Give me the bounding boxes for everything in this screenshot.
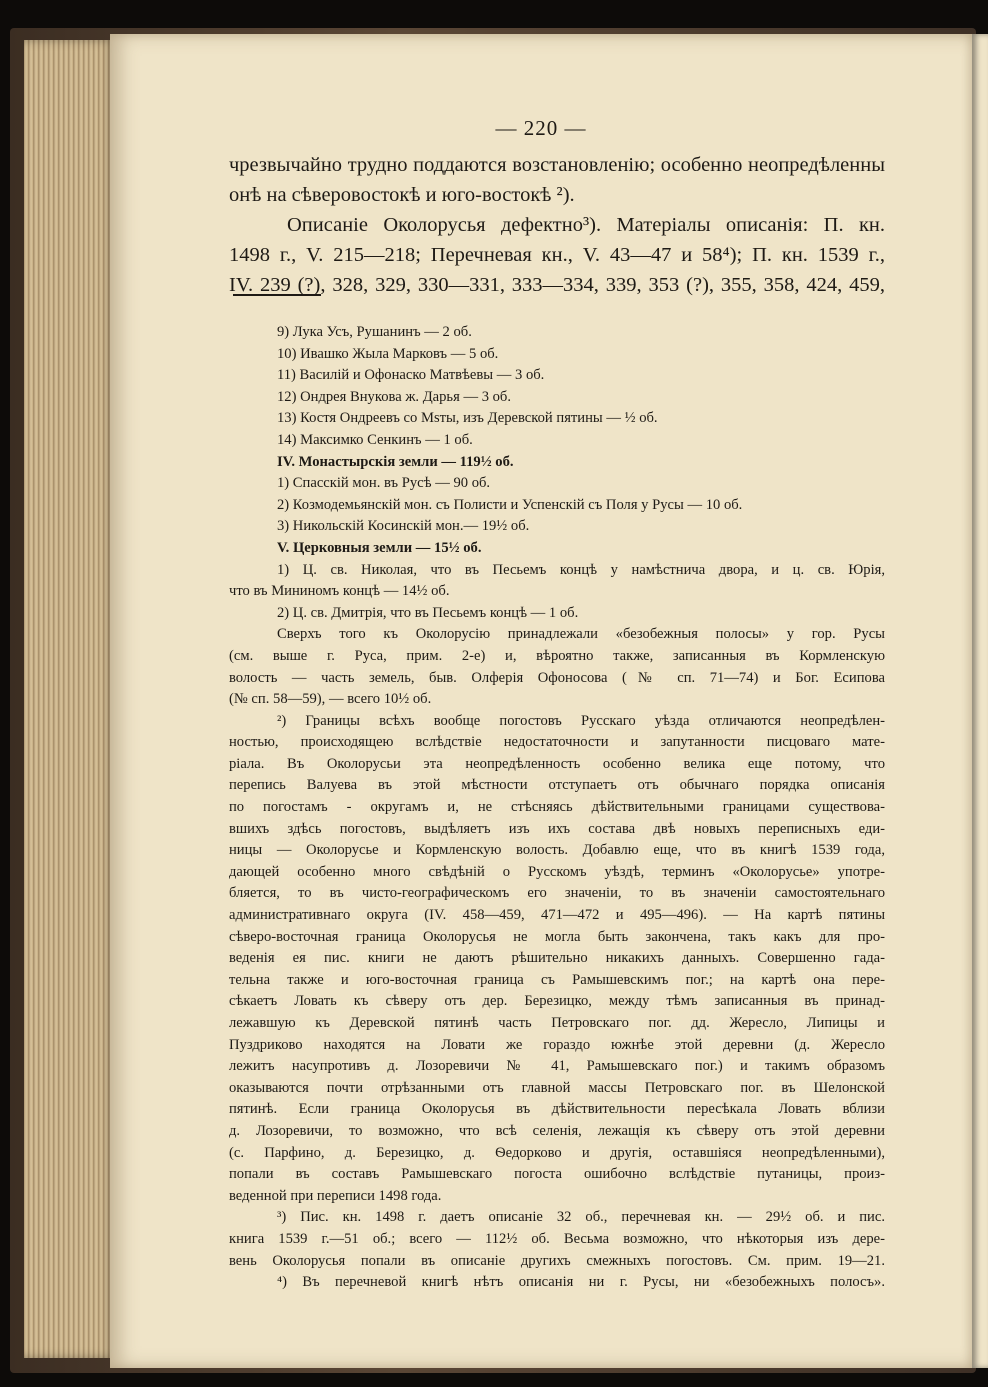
footnote-line: бляется, то въ чисто-географическомъ его значеніи, то въ значеніи самостоятельнаго [229, 885, 885, 902]
main-line: Описаніе Околорусья дефектно³). Матеріалы описанія: П. кн. [287, 214, 885, 236]
footnote-line: вшихъ здѣсь погостовъ, выдѣляетъ изъ ихъ состава двѣ новыхъ переписныхъ еди- [229, 820, 885, 837]
main-line: чрезвычайно трудно поддаются возстановленію; особенно неопредѣленны [229, 154, 885, 176]
footnote-line: пятинѣ. Если граница Околорусья въ дѣйствительности пересѣкала Ловать вблизи [229, 1101, 885, 1118]
footnote-line: лежавшую къ Деревской пятинѣ часть Петровскаго пог. дд. Жересло, Липицы и [229, 1015, 885, 1031]
paragraph-line: (см. выше г. Руса, прим. 2-е) и, вѣроятно также, записанныя въ Кормленскую [229, 647, 885, 664]
footnote-line: ²) Границы всѣхъ вообще погостовъ Русскаго уѣзда отличаются неопредѣлен- [277, 712, 885, 729]
main-text [229, 150, 885, 300]
paragraph-line: Сверхъ того къ Околорусію принадлежали «безобежныя полосы» у гор. Русы [277, 626, 885, 643]
footnote-line: перепись Валуева въ этой мѣстности отступаетъ отъ обычнаго порядка описанія [229, 777, 885, 794]
footnote-line: (с. Парфино, д. Березицко, д. Ѳедорково и другія, оставшіяся неопредѣленными), [229, 1144, 885, 1161]
footnote-line: веденной при переписи 1498 года. [229, 1187, 442, 1204]
list-item: что въ Мининомъ концѣ — 14½ об. [229, 583, 450, 600]
footnote-line: ⁴) Въ перечневой книгѣ нѣтъ описанія ни г. Русы, ни «безобежныхъ полосъ». [277, 1274, 885, 1291]
footnote-line: лежитъ насупротивъ д. Лозоревичи № 41, Рамышевскаго пог.) и такимъ образомъ [229, 1058, 885, 1075]
footnote-line: административнаго округа (IV. 458—459, 471—472 и 495—496). — На картѣ пятины [229, 907, 885, 924]
footnote-line: ріала. Въ Околорусьи эта неопредѣленность особенно велика еще потому, что [229, 755, 885, 772]
footnote-line: вень Околорусья попали въ описаніе другихъ смежныхъ погостовъ. См. прим. 19—21. [229, 1252, 885, 1269]
list-item: 2) Ц. св. Дмитрія, что въ Песьемъ концѣ — 1 об. [277, 604, 579, 621]
page-number: — 220 — [495, 116, 587, 140]
footnote-line: тельна также и юго-восточная граница съ Рамышевскимъ пог.; на картѣ она пере- [229, 971, 885, 988]
main-line: 1498 г., V. 215—218; Перечневая кн., V. 43—47 и 58⁴); П. кн. 1539 г., [229, 244, 885, 266]
list-item: 11) Василій и Офонаско Матвѣевы — 3 об. [277, 367, 545, 384]
page-edges [24, 40, 116, 1358]
list-item: 10) Ивашко Жыла Марковъ — 5 об. [277, 345, 499, 362]
footnote-line: по погостамъ - округамъ и, не стѣсняясь дѣйствительными границами существова- [229, 799, 885, 816]
list-item: 1) Ц. св. Николая, что въ Песьемъ концѣ у намѣстнича двора, и ц. св. Юрія, [277, 561, 885, 578]
section-heading: IV. Монастырскія земли — 119½ об. [277, 453, 514, 470]
footnote-line: книга 1539 г.—51 об.; всего — 112½ об. Весьма возможно, что нѣкоторыя изъ дере- [229, 1230, 885, 1247]
footnote-line: дающей особенно много свѣдѣній о Русскомъ уѣздѣ, терминъ «Околорусье» употре- [229, 863, 885, 880]
paragraph-line: волость — часть земель, быв. Олферія Офоносова (№ сп. 71—74) и Бог. Есипова [229, 669, 885, 686]
footnote-line: оказываются почти отрѣзанными отъ главной массы Петровскаго пог. въ Шелонской [229, 1079, 885, 1096]
footnote-line: Пуздриково находятся на Ловати же гораздо южнѣе этой деревни (д. Жересло [229, 1036, 885, 1053]
paragraph-line: (№ сп. 58—59), — всего 10½ об. [229, 691, 432, 708]
footnote-line: попали въ составъ Рамышевскаго погоста ошибочно вслѣдствіе путаницы, произ- [229, 1166, 885, 1183]
main-line: IV. 239 (?), 328, 329, 330—331, 333—334, 339, 353 (?), 355, 358, 424, 459, [229, 274, 885, 296]
book-page [110, 34, 972, 1368]
main-line: онѣ на сѣверовостокѣ и юго-востокѣ ²). [229, 184, 575, 206]
list-item: 3) Никольскій Косинскій мон.— 19½ об. [277, 518, 530, 535]
footnote-line: ностью, происходящею вслѣдствіе недостаточности и запутанности писцоваго мате- [229, 734, 885, 751]
list-item: 13) Костя Ондреевъ со Msты, изъ Деревской пятины — ½ об. [277, 410, 658, 427]
list-item: 9) Лука Усъ, Рушанинъ — 2 об. [277, 324, 472, 340]
footnote-line: ³) Пис. кн. 1498 г. даетъ описаніе 32 об., перечневая кн. — 29½ об. и пис. [277, 1209, 885, 1226]
footnote-line: д. Лозоревичи, то возможно, что всѣ селенія, лежащія къ сѣверу отъ этой деревни [229, 1122, 885, 1139]
section-heading: V. Церковныя земли — 15½ об. [277, 539, 482, 556]
footnotes [229, 322, 885, 1294]
footnote-separator [233, 294, 321, 296]
footnote-line: ницы — Околорусье и Кормленскую волость. Добавлю еще, что въ книгѣ 1539 года, [229, 842, 885, 859]
footnote-line: сѣкаетъ Ловать къ сѣверу отъ дер. Березицко, между тѣмъ записанныя въ принад- [229, 993, 885, 1010]
list-item: 1) Спасскій мон. въ Русѣ — 90 об. [277, 475, 491, 492]
next-page-edge [972, 34, 988, 1368]
list-item: 14) Максимко Сенкинъ — 1 об. [277, 431, 473, 448]
list-item: 2) Козмодемьянскій мон. съ Полисти и Успенскій съ Поля у Русы — 10 об. [277, 496, 743, 513]
footnote-line: веденія ея пис. книги не даютъ рѣшительно никакихъ данныхъ. Совершенно гада- [229, 950, 885, 967]
footnote-line: сѣверо-восточная граница Околорусья не могла быть закончена, такъ какъ для про- [229, 928, 885, 945]
list-item: 12) Ондрея Внукова ж. Дарья — 3 об. [277, 388, 512, 405]
